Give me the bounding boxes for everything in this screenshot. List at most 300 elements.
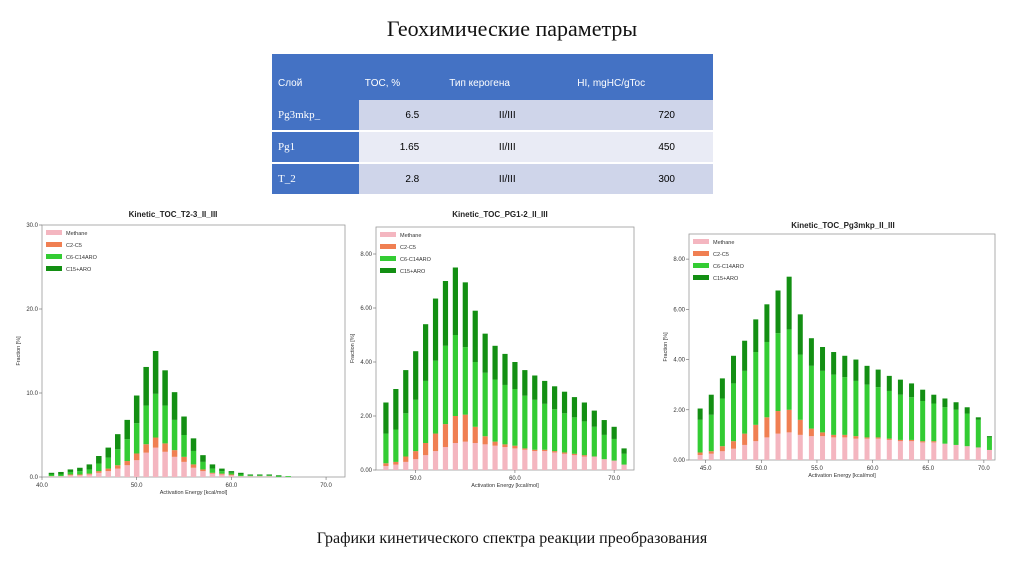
- x-tick-label: 45.0: [699, 466, 712, 472]
- bar-segment: [210, 474, 216, 477]
- bar-segment: [809, 366, 814, 429]
- bar-segment: [191, 468, 197, 477]
- bar-segment: [143, 453, 149, 477]
- table-row: [272, 163, 713, 195]
- bar-segment: [512, 362, 517, 389]
- bar-segment: [809, 429, 814, 437]
- bar-segment: [909, 397, 914, 440]
- y-axis-label: Fraction [%]: [663, 332, 669, 362]
- bar-segment: [731, 449, 736, 460]
- bar-segment: [403, 462, 408, 470]
- chart-kinetic-t2: [8, 205, 353, 505]
- bar-segment: [876, 370, 881, 388]
- bar-segment: [942, 398, 947, 407]
- cell-kerogen: II/III: [443, 131, 571, 163]
- page-title: Геохимические параметры: [386, 16, 638, 41]
- bar-segment: [552, 451, 557, 452]
- bar-segment: [562, 413, 567, 452]
- legend-swatch: [46, 266, 62, 271]
- bar-segment: [965, 446, 970, 460]
- legend-swatch: [380, 268, 396, 273]
- x-axis-label: Activation Energy [kcal/mol]: [808, 473, 876, 479]
- bar-segment: [267, 474, 273, 475]
- bar-segment: [49, 476, 55, 477]
- bar-segment: [572, 397, 577, 417]
- bar-segment: [572, 455, 577, 470]
- bar-segment: [753, 352, 758, 425]
- legend-swatch: [693, 275, 709, 280]
- bar-segment: [552, 386, 557, 409]
- bar-segment: [865, 439, 870, 460]
- bar-segment: [709, 415, 714, 451]
- chart-kinetic-pg3mkp: [650, 216, 1010, 496]
- geochem-params-table: [272, 54, 713, 196]
- bar-segment: [153, 438, 159, 448]
- bar-segment: [731, 441, 736, 449]
- bar-segment: [602, 420, 607, 435]
- bar-segment: [798, 355, 803, 420]
- bar-segment: [522, 396, 527, 449]
- bar-segment: [124, 420, 130, 439]
- bar-segment: [820, 371, 825, 433]
- chart-kinetic-pg1: [350, 205, 650, 505]
- bar-segment: [248, 476, 254, 477]
- y-tick-label: 2.00: [673, 407, 685, 414]
- bar-segment: [698, 455, 703, 460]
- bar-segment: [143, 406, 149, 445]
- bar-segment: [621, 454, 626, 465]
- bar-segment: [876, 439, 881, 460]
- bar-segment: [572, 454, 577, 455]
- bar-segment: [787, 277, 792, 330]
- bar-segment: [276, 476, 282, 477]
- bar-segment: [200, 471, 206, 477]
- bar-segment: [413, 351, 418, 400]
- bar-segment: [115, 449, 121, 465]
- bar-segment: [58, 476, 64, 477]
- bar-segment: [492, 442, 497, 446]
- bar-segment: [502, 447, 507, 470]
- y-tick-label: 20.0: [26, 307, 38, 313]
- bar-segment: [787, 432, 792, 460]
- bar-segment: [238, 474, 244, 476]
- bar-segment: [920, 442, 925, 460]
- bar-segment: [776, 333, 781, 411]
- col-header-kerogen: Тип керогена: [443, 54, 571, 100]
- legend-swatch: [380, 232, 396, 237]
- bar-segment: [483, 444, 488, 470]
- bar-segment: [865, 385, 870, 438]
- bar-segment: [413, 400, 418, 451]
- cell-kerogen: II/III: [443, 100, 571, 131]
- bar-segment: [463, 347, 468, 415]
- bar-segment: [831, 375, 836, 435]
- y-tick-label: 4.00: [360, 360, 372, 366]
- bar-segment: [532, 376, 537, 400]
- legend-swatch: [380, 256, 396, 261]
- bar-segment: [592, 411, 597, 427]
- bar-segment: [285, 476, 291, 477]
- y-tick-label: 8.00: [673, 257, 685, 264]
- bar-segment: [976, 420, 981, 448]
- legend-entry: Methane: [66, 231, 88, 237]
- bar-segment: [602, 459, 607, 470]
- bar-segment: [172, 457, 178, 477]
- bar-segment: [433, 299, 438, 361]
- bar-segment: [257, 474, 263, 475]
- bar-segment: [552, 452, 557, 470]
- bar-segment: [68, 474, 74, 475]
- cell-toc: 1.65: [359, 131, 443, 163]
- bar-segment: [106, 458, 112, 469]
- bar-segment: [267, 475, 273, 476]
- bar-segment: [909, 383, 914, 397]
- bar-segment: [393, 389, 398, 430]
- bar-segment: [191, 451, 197, 464]
- bar-segment: [776, 291, 781, 334]
- bar-segment: [68, 469, 74, 472]
- bar-segment: [532, 400, 537, 450]
- bar-segment: [210, 469, 216, 473]
- bar-segment: [200, 469, 206, 471]
- bar-segment: [942, 407, 947, 443]
- bar-segment: [49, 474, 55, 476]
- bar-segment: [709, 454, 714, 460]
- bar-segment: [853, 439, 858, 460]
- bar-segment: [898, 441, 903, 460]
- bar-segment: [842, 356, 847, 377]
- bar-segment: [698, 420, 703, 453]
- bar-segment: [134, 423, 140, 453]
- bar-segment: [764, 342, 769, 417]
- bar-segment: [106, 448, 112, 458]
- bar-segment: [887, 439, 892, 440]
- bar-segment: [403, 457, 408, 462]
- bar-segment: [532, 451, 537, 470]
- bar-segment: [492, 380, 497, 442]
- bar-segment: [443, 447, 448, 470]
- bar-segment: [621, 465, 626, 470]
- bar-segment: [248, 475, 254, 476]
- bar-segment: [403, 370, 408, 413]
- bar-segment: [453, 443, 458, 470]
- bar-segment: [87, 469, 93, 473]
- chart-title: Kinetic_TOC_Pg3mkp_II_III: [791, 221, 895, 230]
- y-axis-label: Fraction [%]: [16, 336, 22, 366]
- bar-segment: [210, 464, 216, 468]
- bar-segment: [257, 476, 263, 477]
- bar-segment: [492, 446, 497, 470]
- bar-segment: [77, 471, 83, 474]
- legend-swatch: [46, 254, 62, 259]
- bar-segment: [58, 472, 64, 475]
- bar-segment: [876, 437, 881, 438]
- legend-entry: C2-C5: [713, 252, 729, 258]
- col-header-toc: TOC, %: [359, 54, 443, 100]
- bar-segment: [162, 370, 168, 405]
- bar-segment: [68, 472, 74, 475]
- bar-segment: [898, 395, 903, 440]
- bar-segment: [248, 474, 254, 475]
- cell-toc: 6.5: [359, 100, 443, 131]
- bar-segment: [742, 341, 747, 371]
- bar-segment: [909, 440, 914, 441]
- bar-segment: [709, 451, 714, 454]
- bar-segment: [96, 471, 102, 473]
- bar-segment: [798, 420, 803, 435]
- bar-segment: [562, 392, 567, 414]
- bar-segment: [987, 450, 992, 460]
- bar-segment: [219, 474, 225, 477]
- y-tick-label: 8.00: [360, 252, 372, 258]
- legend-entry: Methane: [400, 233, 422, 239]
- bar-segment: [954, 445, 959, 460]
- bar-segment: [987, 436, 992, 437]
- bar-segment: [453, 416, 458, 443]
- bar-segment: [257, 475, 263, 476]
- bar-segment: [512, 446, 517, 449]
- y-tick-label: 0.00: [673, 458, 685, 464]
- bar-segment: [181, 457, 187, 462]
- bar-segment: [820, 347, 825, 371]
- bar-segment: [238, 476, 244, 477]
- bar-segment: [77, 474, 83, 475]
- y-tick-label: 2.00: [360, 414, 372, 420]
- cell-hi: 450: [571, 131, 713, 163]
- bar-segment: [742, 371, 747, 434]
- bar-segment: [976, 417, 981, 420]
- bar-segment: [831, 435, 836, 438]
- bar-segment: [219, 469, 225, 472]
- bar-segment: [720, 446, 725, 451]
- legend-entry: C15+ARO: [400, 269, 426, 275]
- bar-segment: [720, 451, 725, 460]
- bar-segment: [853, 360, 858, 381]
- y-tick-label: 0.0: [29, 475, 38, 481]
- bar-segment: [423, 381, 428, 443]
- y-tick-label: 4.00: [673, 357, 685, 364]
- bar-segment: [153, 448, 159, 477]
- bar-segment: [562, 454, 567, 470]
- bar-segment: [809, 338, 814, 366]
- bar-segment: [473, 362, 478, 427]
- page-caption: Графики кинетического спектра реакции преобразования: [316, 530, 708, 547]
- legend-entry: C6-C14ARO: [400, 257, 431, 263]
- bar-segment: [106, 471, 112, 477]
- bar-segment: [473, 311, 478, 362]
- bar-segment: [383, 434, 388, 464]
- bar-segment: [764, 304, 769, 342]
- bar-segment: [181, 462, 187, 477]
- x-tick-label: 60.0: [509, 476, 521, 482]
- bar-segment: [562, 452, 567, 453]
- bar-segment: [542, 450, 547, 451]
- bar-segment: [582, 403, 587, 422]
- bar-segment: [267, 476, 273, 477]
- bar-segment: [210, 473, 216, 474]
- bar-segment: [909, 441, 914, 460]
- x-tick-label: 50.0: [409, 476, 422, 482]
- x-tick-label: 55.0: [811, 466, 823, 472]
- bar-segment: [463, 415, 468, 442]
- bar-segment: [876, 387, 881, 437]
- bar-segment: [987, 437, 992, 450]
- bar-segment: [931, 404, 936, 442]
- bar-segment: [143, 444, 149, 452]
- bar-segment: [776, 434, 781, 460]
- x-tick-label: 50.0: [130, 483, 143, 489]
- bar-segment: [731, 383, 736, 441]
- bar-segment: [200, 462, 206, 470]
- bar-segment: [87, 474, 93, 477]
- x-tick-label: 60.0: [225, 483, 238, 489]
- bar-segment: [96, 456, 102, 464]
- bar-segment: [383, 463, 388, 466]
- legend-swatch: [46, 230, 62, 235]
- bar-segment: [965, 414, 970, 447]
- bar-segment: [393, 462, 398, 465]
- bar-segment: [954, 402, 959, 410]
- bar-segment: [502, 385, 507, 444]
- bar-segment: [942, 444, 947, 460]
- bar-segment: [153, 351, 159, 394]
- bar-segment: [124, 461, 130, 465]
- bar-segment: [965, 407, 970, 413]
- legend-swatch: [693, 263, 709, 268]
- bar-segment: [229, 473, 235, 475]
- cell-hi: 300: [571, 163, 713, 195]
- bar-segment: [68, 475, 74, 477]
- bar-segment: [612, 439, 617, 461]
- bar-segment: [153, 394, 159, 438]
- bar-segment: [423, 443, 428, 455]
- y-tick-label: 6.00: [673, 307, 685, 314]
- bar-segment: [720, 378, 725, 398]
- bar-segment: [865, 366, 870, 385]
- bar-segment: [191, 464, 197, 467]
- legend-entry: C2-C5: [66, 243, 82, 249]
- bar-segment: [162, 443, 168, 451]
- bar-segment: [582, 455, 587, 456]
- bar-segment: [522, 370, 527, 396]
- bar-segment: [582, 421, 587, 455]
- bar-segment: [463, 282, 468, 347]
- bar-segment: [865, 437, 870, 438]
- bar-segment: [200, 455, 206, 462]
- bar-segment: [143, 367, 149, 406]
- bar-segment: [229, 474, 235, 475]
- x-tick-label: 65.0: [922, 466, 935, 472]
- bar-segment: [820, 432, 825, 436]
- bar-segment: [898, 380, 903, 395]
- cell-layer: Pg3mkp_: [272, 100, 359, 131]
- bar-segment: [413, 459, 418, 470]
- bar-segment: [532, 450, 537, 451]
- bar-segment: [483, 436, 488, 444]
- bar-segment: [134, 396, 140, 424]
- bar-segment: [753, 319, 758, 352]
- bar-segment: [181, 435, 187, 457]
- bar-segment: [483, 334, 488, 373]
- bar-segment: [115, 469, 121, 477]
- legend-swatch: [380, 244, 396, 249]
- bar-segment: [106, 469, 112, 472]
- legend-swatch: [693, 251, 709, 256]
- legend-entry: C6-C14ARO: [713, 264, 744, 270]
- bar-segment: [443, 281, 448, 346]
- x-tick-label: 70.0: [608, 476, 620, 482]
- cell-kerogen: II/III: [443, 163, 571, 195]
- bar-segment: [87, 474, 93, 475]
- bar-segment: [831, 437, 836, 460]
- bar-segment: [229, 475, 235, 477]
- x-tick-label: 40.0: [36, 483, 48, 489]
- bar-segment: [134, 460, 140, 477]
- cell-layer: T_2: [272, 163, 359, 195]
- legend-entry: Methane: [713, 240, 735, 246]
- bar-segment: [443, 424, 448, 447]
- bar-segment: [612, 461, 617, 470]
- bar-segment: [134, 453, 140, 460]
- legend-entry: C15+ARO: [66, 267, 92, 273]
- bar-segment: [473, 443, 478, 470]
- bar-segment: [393, 465, 398, 470]
- col-header-hi: HI, mgHC/gToc: [571, 54, 713, 100]
- bar-segment: [742, 434, 747, 445]
- bar-segment: [423, 455, 428, 470]
- bar-segment: [403, 413, 408, 456]
- bar-segment: [492, 346, 497, 380]
- bar-segment: [842, 435, 847, 438]
- cell-hi: 720: [571, 100, 713, 131]
- bar-segment: [887, 391, 892, 439]
- bar-segment: [383, 466, 388, 470]
- bar-segment: [162, 452, 168, 477]
- chart-title: Kinetic_TOC_T2-3_II_III: [128, 210, 218, 219]
- bar-segment: [522, 448, 527, 449]
- legend-entry: C2-C5: [400, 245, 416, 251]
- bar-segment: [920, 390, 925, 401]
- bar-segment: [162, 406, 168, 444]
- bar-segment: [124, 465, 130, 477]
- bar-segment: [512, 389, 517, 446]
- bar-segment: [931, 395, 936, 404]
- bar-segment: [413, 451, 418, 459]
- x-tick-label: 70.0: [978, 466, 990, 472]
- y-tick-label: 6.00: [360, 306, 372, 312]
- y-tick-label: 30.0: [26, 223, 38, 229]
- bar-segment: [77, 468, 83, 471]
- bar-segment: [483, 373, 488, 436]
- table-header-row: [272, 54, 713, 100]
- bar-segment: [887, 376, 892, 391]
- bar-segment: [542, 381, 547, 404]
- bar-segment: [219, 471, 225, 474]
- y-axis-label: Fraction [%]: [350, 333, 356, 364]
- bar-segment: [502, 444, 507, 447]
- legend-swatch: [46, 242, 62, 247]
- bar-segment: [798, 314, 803, 354]
- bar-segment: [798, 435, 803, 460]
- bar-segment: [473, 427, 478, 443]
- bar-segment: [954, 410, 959, 445]
- bar-segment: [976, 447, 981, 460]
- y-tick-label: 0.00: [360, 468, 372, 474]
- bar-segment: [96, 464, 102, 472]
- bar-segment: [887, 440, 892, 460]
- bar-segment: [229, 471, 235, 473]
- bar-segment: [453, 335, 458, 416]
